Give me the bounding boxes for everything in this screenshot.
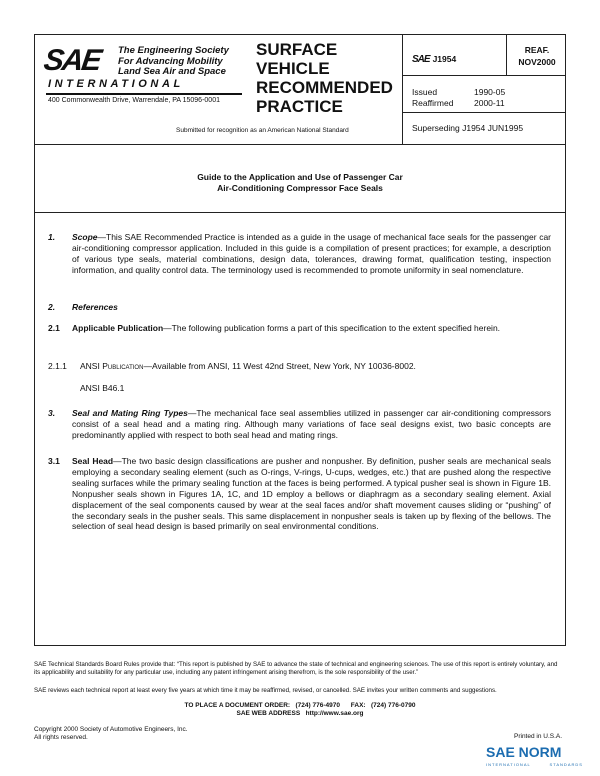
ansi-submission-note: Submitted for recognition as an American National Standard — [176, 127, 349, 134]
section-2-number: 2. — [48, 302, 56, 312]
order-info: TO PLACE A DOCUMENT ORDER: (724) 776-4970 FAX: (724) 776-0790 SAE WEB ADDRESS http://www.sae.org — [184, 702, 416, 717]
international-rule — [46, 93, 242, 95]
reaffirmation-box: REAF. NOV2000 — [518, 45, 556, 67]
section-3-1-seal-head: Seal Head—The two basic design classifications are pusher and nonpusher. By definition, pusher seals are mechanical seals employing a secondary sealing element (such as O-rings, V-rings, U-cups, wedges, etc.) that are pushed along the respective sealing surfaces while the primary sealing function at the faces is being performed. A typical pusher seal is shown in Figure 1B. Nonpusher seals shown in Figures 1A, 1C, and 1D employ a bellows or diaphragm as a secondary sealing element. Axial displacement of the seal components caused by wear at the seal faces and/or shaft movement causes sliding or “pushing” of the secondary seals in the pusher seals. This same displacement in nonpusher seals is taken up by flexing of the bellows. The selection of seal head design is based primarily on seal environmental conditions. — [72, 456, 552, 532]
header-divider-vertical-2 — [506, 34, 507, 75]
section-3-1-number: 3.1 — [48, 456, 60, 466]
standards-board-rules: SAE Technical Standards Board Rules provide that: “This report is published by SAE to advance the state of technical and engineering sciences. The use of this report is entirely voluntary, and its applicability and suitability for any particular use, including any patent infringement arising therefrom, is the sole responsibility of the user.” — [34, 661, 558, 676]
issue-dates: Issued 1990-05 Reaffirmed 2000-11 — [412, 87, 506, 108]
body-top-divider — [34, 212, 566, 213]
section-2-1-number: 2.1 — [48, 323, 60, 333]
section-3-seal-types: Seal and Mating Ring Types—The mechanical face seal assemblies utilized in passenger car air-conditioning compressors consist of a seal head and a mating ring. Although many variations of face seal designs exist, two basic concepts are predominantly applied with respect to both seal head and mating rings. — [72, 408, 551, 440]
header-divider-horizontal — [34, 144, 566, 145]
sae-logo: SAE — [41, 44, 103, 77]
section-2-1-1-number: 2.1.1 — [48, 361, 67, 371]
section-2-1-1-ansi: ANSI Publication—Available from ANSI, 11 West 42nd Street, New York, NY 10036-8002. — [80, 361, 416, 371]
section-2-heading: References — [72, 302, 118, 312]
header-divider-vertical-1 — [402, 34, 403, 144]
ansi-reference: ANSI B46.1 — [80, 383, 125, 393]
printed-in: Printed in U.S.A. — [514, 733, 563, 740]
section-1-scope: Scope—This SAE Recommended Practice is intended as a guide in the usage of mechanical face seals for the passenger car air-conditioning compressor application. Included in this guide is a compilation of present practices; for example, a description of various type seals, material combinations, design data, tolerances, drawing format, qualification testing, inspection information, and quality control data. The terminology used is recommended to promote uniformity in seal nomenclature. — [72, 232, 551, 275]
copyright-notice: Copyright 2000 Society of Automotive Engineers, Inc. All rights reserved. — [34, 726, 188, 741]
mini-sae-logo: SAE — [412, 54, 430, 65]
section-2-1-publication: Applicable Publication—The following publication forms a part of this specification to the extent specified herein. — [72, 323, 501, 333]
header-divider-reaf-bottom — [402, 75, 566, 76]
section-3-number: 3. — [48, 408, 56, 418]
society-tagline: The Engineering Society For Advancing Mobility Land Sea Air and Space — [118, 45, 229, 77]
header-divider-dates-bottom — [402, 112, 566, 113]
review-notice: SAE reviews each technical report at least every five years at which time it may be reaffirmed, revised, or cancelled. SAE invites your written comments and suggestions. — [34, 687, 497, 694]
document-title: Guide to the Application and Use of Passenger Car Air-Conditioning Compressor Face Seals — [197, 172, 403, 193]
superseding-note: Superseding J1954 JUN1995 — [412, 123, 524, 133]
international-label: INTERNATIONAL — [48, 78, 184, 90]
sae-norm-subtitle: INTERNATIONAL STANDARDS — [486, 762, 583, 767]
section-1-number: 1. — [48, 232, 56, 242]
standard-number: SAE J1954 — [412, 54, 457, 65]
society-address: 400 Commonwealth Drive, Warrendale, PA 15096-0001 — [48, 97, 220, 104]
sae-norm-stamp: SAE NORM — [486, 744, 562, 760]
document-type: SURFACE VEHICLE RECOMMENDED PRACTICE — [256, 40, 393, 116]
